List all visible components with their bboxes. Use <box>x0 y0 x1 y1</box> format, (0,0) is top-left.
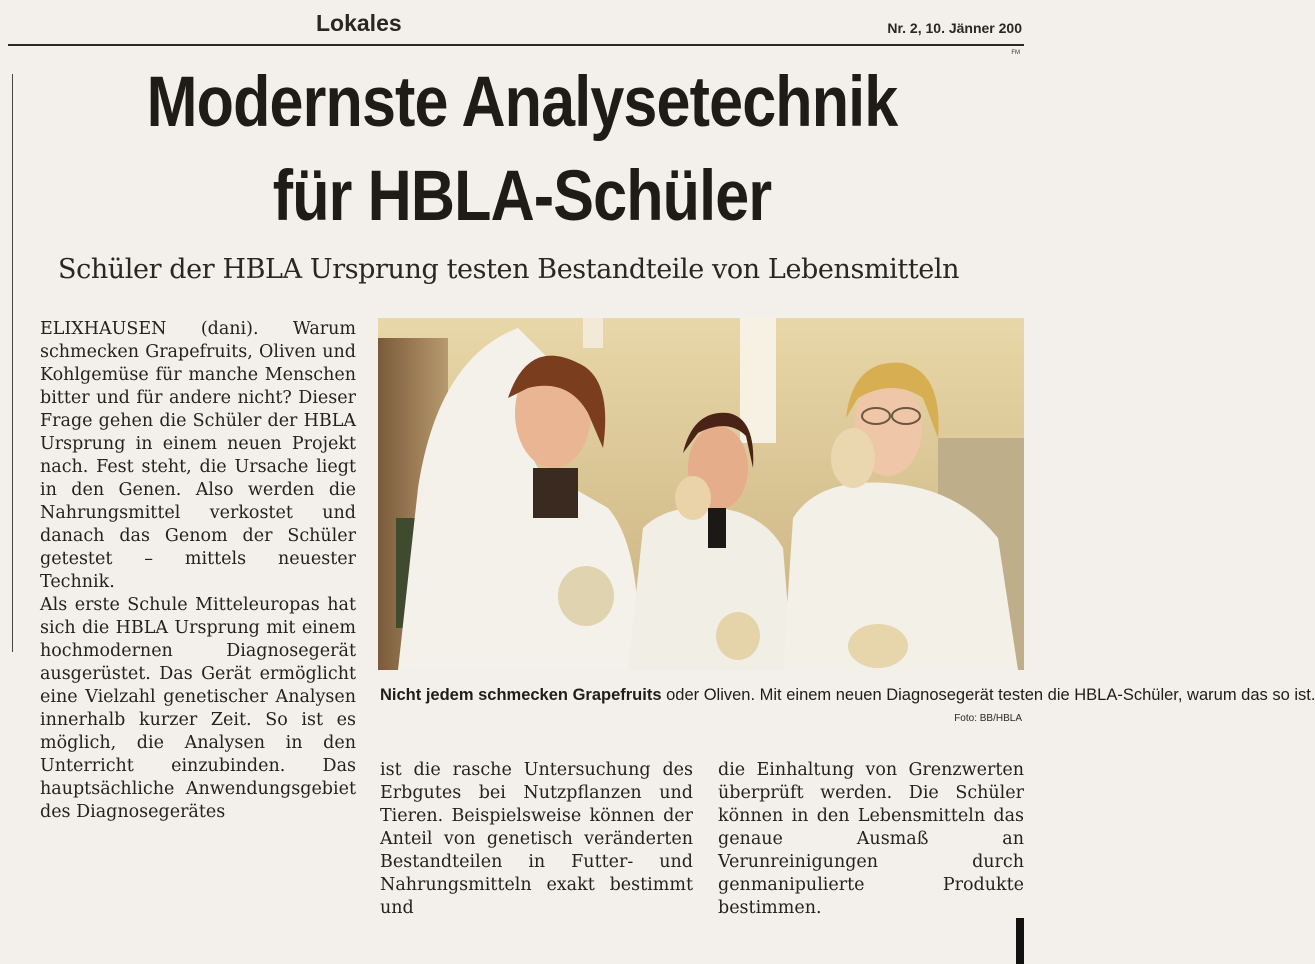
photo-caption <box>380 684 1315 706</box>
subheadline: Schüler der HBLA Ursprung testen Bestandteile von Lebensmitteln <box>58 254 960 285</box>
article-column-2 <box>380 759 693 920</box>
paragraph-4: die Einhaltung von Grenzwerten überprüft werden. Die Schüler können in den Lebensmitteln das genaue Ausmaß an Verunreinigungen durch genmanipulierte Produkte bestimmen. <box>718 760 1024 918</box>
page-edge <box>1016 918 1024 964</box>
header-rule <box>8 44 1024 46</box>
paragraph-1: ELIXHAUSEN (dani). Warum schmecken Grapefruits, Oliven und Kohlgemüse für manche Menschen bitter und für andere nicht? Dieser Frage gehen die Schüler der HBLA Ursprung in einem neuen Projekt nach. Fest steht, die Ursache liegt in den Genen. Also werden die Nahrungsmittel verkostet und danach das Genom der Schüler getestet – mittels neuester Technik. <box>40 319 356 592</box>
headline <box>90 56 953 244</box>
column-rule <box>12 74 13 652</box>
headline-line-2: für HBLA-Schüler <box>272 157 772 236</box>
paragraph-2: Als erste Schule Mitteleuropas hat sich die HBLA Ursprung mit einem hochmodernen Diagnosegerät ausgerüstet. Das Gerät ermöglicht eine Vielzahl genetischer Analysen innerhalb kurzer Zeit. So ist es möglich, die Analysen in den Unterricht einzubinden. Das hauptsächliche Anwendungsgebiet des Diagnosegerätes <box>40 595 356 822</box>
caption-bold: Nicht jedem schmecken Grapefruits <box>380 686 662 704</box>
page-mark: FM <box>1011 50 1020 56</box>
headline-line-1: Modernste Analysetechnik <box>146 63 898 142</box>
article-column-1 <box>40 318 356 824</box>
section-title: Lokales <box>316 10 402 36</box>
issue-date: Nr. 2, 10. Jänner 200 <box>887 20 1022 36</box>
caption-text: oder Oliven. Mit einem neuen Diagnosegerät testen die HBLA-Schüler, warum das so ist. <box>661 686 1315 704</box>
article-photo <box>378 318 1024 670</box>
photo-credit: Foto: BB/HBLA <box>954 713 1022 724</box>
article-column-3 <box>718 759 1024 920</box>
paragraph-3: ist die rasche Untersuchung des Erbgutes bei Nutzpflanzen und Tieren. Beispielsweise können der Anteil von genetisch veränderten Bestandteilen in Futter- und Nahrungsmitteln exakt bestimmt und <box>380 760 693 918</box>
